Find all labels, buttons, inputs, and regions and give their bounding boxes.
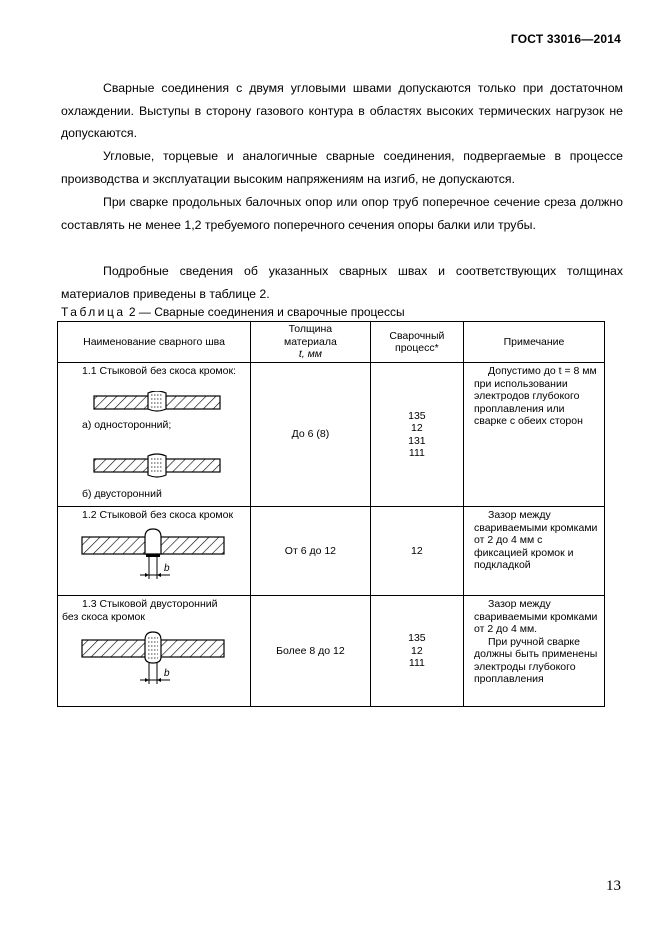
paragraph-3: При сварке продольных балочных опор или опор труб поперечное сечение среза должно составлять не менее 1,2 требуемого поперечного сечения опоры балки или трубы. [61,195,623,232]
weld-diagram-two-sided-gap [80,628,230,690]
paragraph-1: Сварные соединения с двумя угловыми швами допускаются только при достаточном охлаждении. Выступы в сторону газового контура в областях высоких термических нагрузок не допускаются. [61,81,623,140]
process-value: 135 [408,632,426,645]
row-1-name: 1.1 Стыковой без скоса кромок: [82,365,236,377]
row-3-note: Зазор между свариваемыми кромками от 2 до 4 мм. При ручной сварке должны быть применены электроды глубокого проплавления [464,596,605,707]
weld-diagram-gap [80,527,230,589]
row-2-thickness: От 6 до 12 [251,507,371,596]
row-1-sub-b: б) двусторонний [82,488,162,500]
welding-table [57,321,605,707]
process-value: 12 [411,422,423,434]
dimension-label-b: b [164,668,170,679]
row-3-processes [370,596,463,707]
paragraph-4: Подробные сведения об указанных сварных швах и соответствующих толщинах материалов приведены в таблице 2. [61,264,623,301]
process-value: 12 [411,544,423,557]
row-2-name: 1.2 Стыковой без скоса кромок [82,509,234,521]
table-caption: Таблица 2 — Сварные соединения и сварочные процессы [61,305,405,319]
row-2-processes [370,507,463,596]
row-1-processes [370,363,463,507]
header-note: Примечание [464,322,605,363]
header-thickness: Толщина материала t, мм [251,322,371,363]
document-code: ГОСТ 33016—2014 [510,32,621,46]
page-number: 13 [606,878,621,894]
process-value: 135 [408,409,426,422]
table-row [58,507,605,596]
dimension-label-b: b [164,563,170,574]
row-1-thickness: До 6 (8) [251,363,371,507]
row-3-name: 1.3 Стыковой двусторонний [82,598,218,610]
row-2-name-cell [58,507,251,596]
row-1-note: Допустимо до t = 8 мм при использовании электродов глубокого проплавления или сварке с обеих сторон [464,363,605,507]
weld-diagram-one-sided [92,391,222,415]
header-name: Наименование сварного шва [58,322,251,363]
header-process: Сварочный процесс* [370,322,463,363]
process-value: 111 [408,657,425,670]
process-value: 131 [408,434,426,447]
paragraph-2: Угловые, торцевые и аналогичные сварные соединения, подвергаемые в процессе производства и эксплуатации высоким напряжениям на изгиб, не допускаются. [61,149,623,186]
row-3-name-cell [58,596,251,707]
row-3-thickness: Более 8 до 12 [251,596,371,707]
weld-diagram-two-sided [92,453,222,479]
table-row [58,596,605,707]
row-3-name-2: без скоса кромок [62,610,145,623]
process-value: 111 [408,447,425,459]
process-value: 12 [411,644,423,657]
row-1-sub-a: а) односторонний; [82,419,172,431]
table-row [58,363,605,507]
row-1-name-cell [58,363,251,507]
table-header-row [58,322,605,363]
row-2-note: Зазор между свариваемыми кромками от 2 до 4 мм с фиксацией кромок и подкладкой [464,507,605,596]
